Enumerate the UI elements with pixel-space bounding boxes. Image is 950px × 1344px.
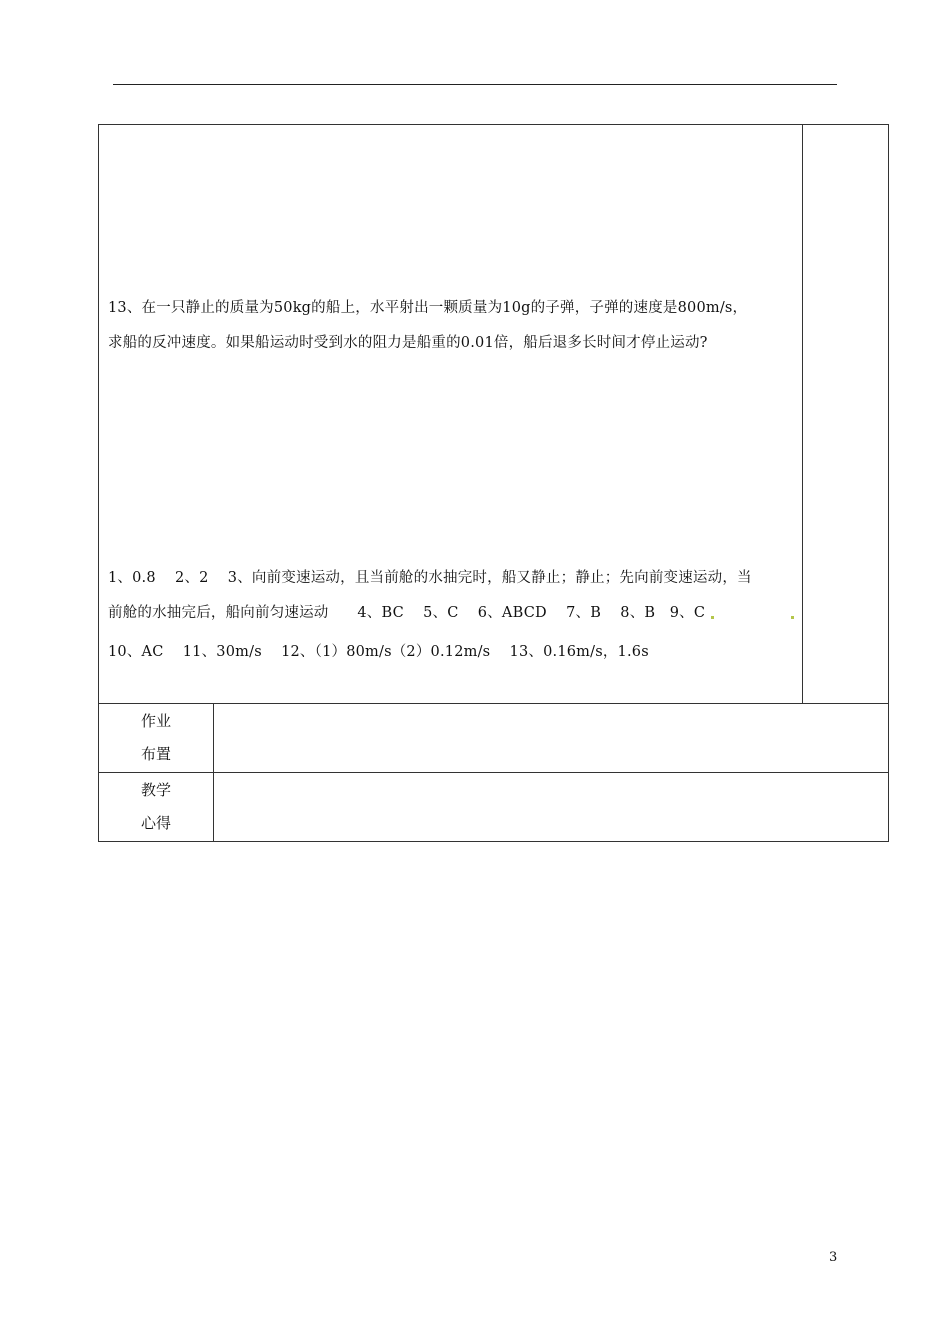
reflection-label [99, 773, 214, 841]
marker-dot [791, 616, 794, 619]
page-number: 3 [829, 1250, 838, 1265]
question-line-1: 13、在一只静止的质量为50kg的船上，水平射出一颗质量为10g的子弹，子弹的速度是800m/s， [108, 300, 748, 316]
question-line-2: 求船的反冲速度。如果船运动时受到水的阻力是船重的0.01倍，船后退多长时间才停止运动? [108, 335, 708, 351]
homework-row [98, 704, 889, 773]
header-rule [113, 84, 837, 85]
reflection-label-top: 教学 [140, 781, 171, 799]
marker-dot [711, 616, 714, 619]
side-cell [802, 124, 889, 704]
homework-label [99, 704, 214, 772]
answer-line-1: 1、0.8 2、2 3、向前变速运动，且当前舱的水抽完时，船又静止；静止；先向前变速运动，当 [108, 570, 752, 586]
answer-line-3: 10、AC 11、30m/s 12、（1）80m/s（2）0.12m/s 13、0.16m/s，1.6s [108, 644, 649, 660]
reflection-label-bottom: 心得 [140, 814, 171, 832]
reflection-row [98, 773, 889, 842]
homework-label-top: 作业 [140, 712, 171, 730]
answer-line-2: 前舱的水抽完后，船向前匀速运动 4、BC 5、C 6、ABCD 7、B 8、B 9、C [108, 605, 706, 621]
homework-label-bottom: 布置 [140, 745, 171, 763]
